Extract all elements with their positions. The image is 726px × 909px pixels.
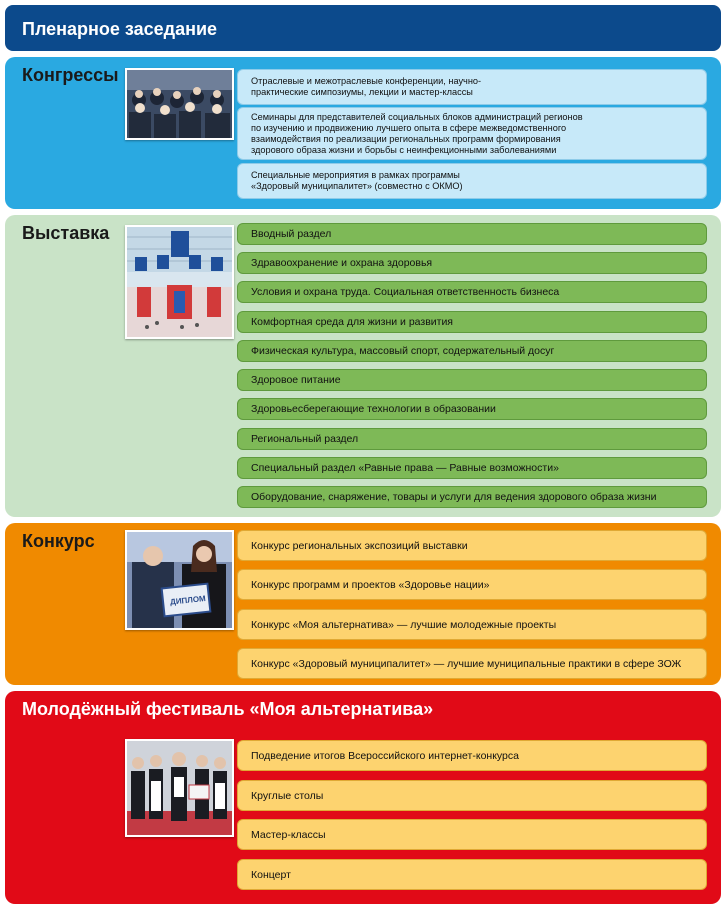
plenary-title: Пленарное заседание (22, 19, 218, 39)
exhibition-item: Оборудование, снаряжение, товары и услуги для ведения здорового образа жизни (237, 486, 707, 508)
contest-item: Конкурс «Здоровый муниципалитет» — лучшие муниципальные практики в сфере ЗОЖ (237, 648, 707, 679)
congress-item: Специальные мероприятия в рамках программы «Здоровый муниципалитет» (совместно с ОКМО) (237, 163, 707, 199)
congress-photo (125, 68, 234, 140)
contest-photo (125, 530, 234, 630)
exhibition-item: Здоровьесберегающие технологии в образовании (237, 398, 707, 420)
diploma-text: ДИПЛОМ (169, 593, 207, 607)
festival-item: Круглые столы (237, 780, 707, 811)
contest-item: Конкурс «Моя альтернатива» — лучшие молодежные проекты (237, 609, 707, 640)
exhibition-item: Здоровое питание (237, 369, 707, 391)
exhibition-photo (125, 225, 234, 339)
festival-photo (125, 739, 234, 837)
exhibition-title: Выставка (22, 223, 110, 243)
contest-item: Конкурс программ и проектов «Здоровье нации» (237, 569, 707, 600)
festival-item: Концерт (237, 859, 707, 890)
congress-item: Отраслевые и межотраслевые конференции, научно- практические симпозиумы, лекции и мастер-классы (237, 69, 707, 105)
festival-item: Мастер-классы (237, 819, 707, 850)
plenary-session-header (5, 5, 721, 51)
congress-item: Семинары для представителей социальных блоков администраций регионов по изучению и продвижению лучшего опыта в сфере межведомственного взаимодействия по реализации региональных программ формирования здорового образа жизни и борьбы с неинфекционными заболеваниями (237, 107, 707, 160)
exhibition-item: Условия и охрана труда. Социальная ответственность бизнеса (237, 281, 707, 303)
contest-item: Конкурс региональных экспозиций выставки (237, 530, 707, 561)
exhibition-item: Комфортная среда для жизни и развития (237, 311, 707, 333)
exhibition-item: Физическая культура, массовый спорт, содержательный досуг (237, 340, 707, 362)
exhibition-item: Специальный раздел «Равные права — Равные возможности» (237, 457, 707, 479)
contest-title: Конкурс (22, 531, 95, 551)
festival-title: Молодёжный фестиваль «Моя альтернатива» (22, 699, 434, 719)
festival-item: Подведение итогов Всероссийского интернет-конкурса (237, 740, 707, 771)
exhibition-item: Здравоохранение и охрана здоровья (237, 252, 707, 274)
congress-title: Конгрессы (22, 65, 119, 85)
exhibition-item: Региональный раздел (237, 428, 707, 450)
exhibition-item: Вводный раздел (237, 223, 707, 245)
